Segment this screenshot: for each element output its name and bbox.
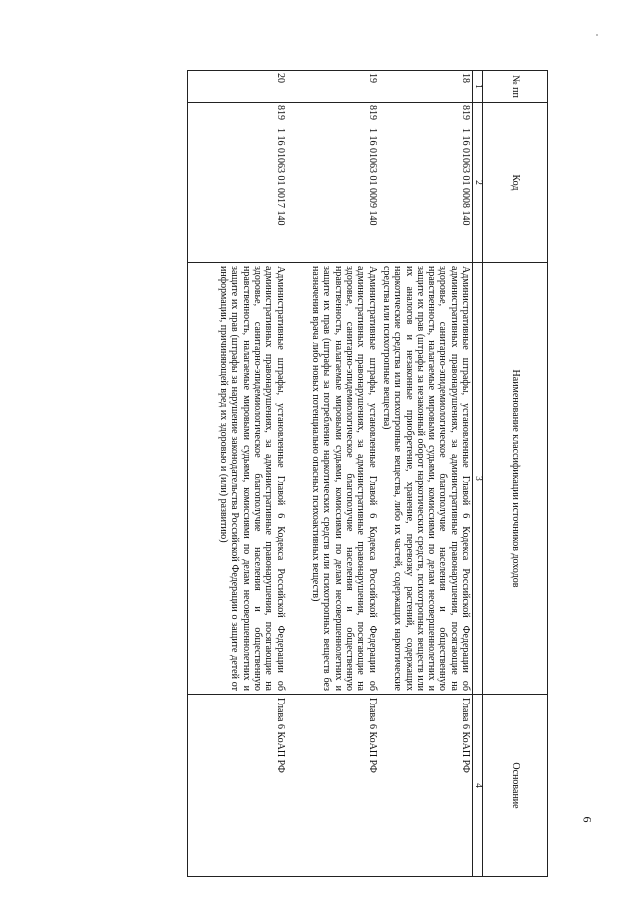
- row-number: 19: [287, 71, 379, 103]
- row-code: [379, 103, 473, 263]
- table-row: [187, 71, 287, 877]
- table-row: [287, 71, 379, 877]
- row-basis: Глава 6 КоАП РФ: [187, 695, 287, 877]
- row-number: 18: [379, 71, 473, 103]
- row-code: [187, 103, 287, 263]
- admin-code: 819: [460, 105, 471, 120]
- header-name: Наименование классификации источников доходов: [483, 263, 548, 695]
- revenue-classification-table: [187, 70, 548, 877]
- column-number-row: [473, 71, 483, 877]
- row-basis: Глава 6 КоАП РФ: [287, 695, 379, 877]
- row-description: Административные штрафы, установленные Главой 6 Кодекса Российской Федерации об административных правонарушениях, за административные правонарушения, посягающие на здоровье, санитарно-эпидемиологическое благополучие населения и общественную нравственность, налагаемые мировыми судьями, комиссиями по делам несовершеннолетних и защите их прав (штрафы за нарушение законодательства Российской Федерации о защите детей от информации, причиняющей вред их здоровью и (или) развитию): [187, 263, 287, 695]
- column-number: 4: [473, 695, 483, 877]
- header-code: Код: [483, 103, 548, 263]
- kbk-code: 1 16 01063 01 0008 140: [460, 128, 471, 226]
- row-description: Административные штрафы, установленные Главой 6 Кодекса Российской Федерации об административных правонарушениях, за административные правонарушения, посягающие на здоровье, санитарно-эпидемиологическое благополучие населения и общественную нравственность, налагаемые мировыми судьями, комиссиями по делам несовершеннолетних и защите их прав (штрафы за незаконный оборот наркотических средств, психотропных веществ или их аналогов и незаконные приобретение, хранение, перевозку растений, содержащих наркотические средства или психотропные вещества, либо их частей, содержащих наркотические средства или психотропные вещества): [379, 263, 473, 695]
- table-header-row: [483, 71, 548, 877]
- kbk-code: 1 16 01063 01 0009 140: [366, 128, 378, 226]
- column-number: 1: [473, 71, 483, 103]
- row-number: 20: [187, 71, 287, 103]
- scan-artifact-dot: [596, 34, 598, 36]
- column-number: 3: [473, 263, 483, 695]
- kbk-code: 1 16 01063 01 0017 140: [274, 128, 286, 226]
- column-number: 2: [473, 103, 483, 263]
- row-basis: Глава 6 КоАП РФ: [379, 695, 473, 877]
- admin-code: 819: [274, 105, 286, 120]
- row-code: [287, 103, 379, 263]
- table-row: [379, 71, 473, 877]
- row-description: Административные штрафы, установленные Главой 6 Кодекса Российской Федерации об административных правонарушениях, за административные правонарушения, посягающие на здоровье, санитарно-эпидемиологическое благополучие населения и общественную нравственность, налагаемые мировыми судьями, комиссиями по делам несовершеннолетних и защите их прав (штрафы за потребление наркотических средств или психотропных веществ без назначения врача либо новых потенциально опасных психоактивных веществ): [287, 263, 379, 695]
- page-number: 6: [580, 816, 595, 823]
- admin-code: 819: [366, 105, 378, 120]
- header-num: № пп: [483, 71, 548, 103]
- rotated-page-content: [48, 70, 548, 876]
- header-basis: Основание: [483, 695, 548, 877]
